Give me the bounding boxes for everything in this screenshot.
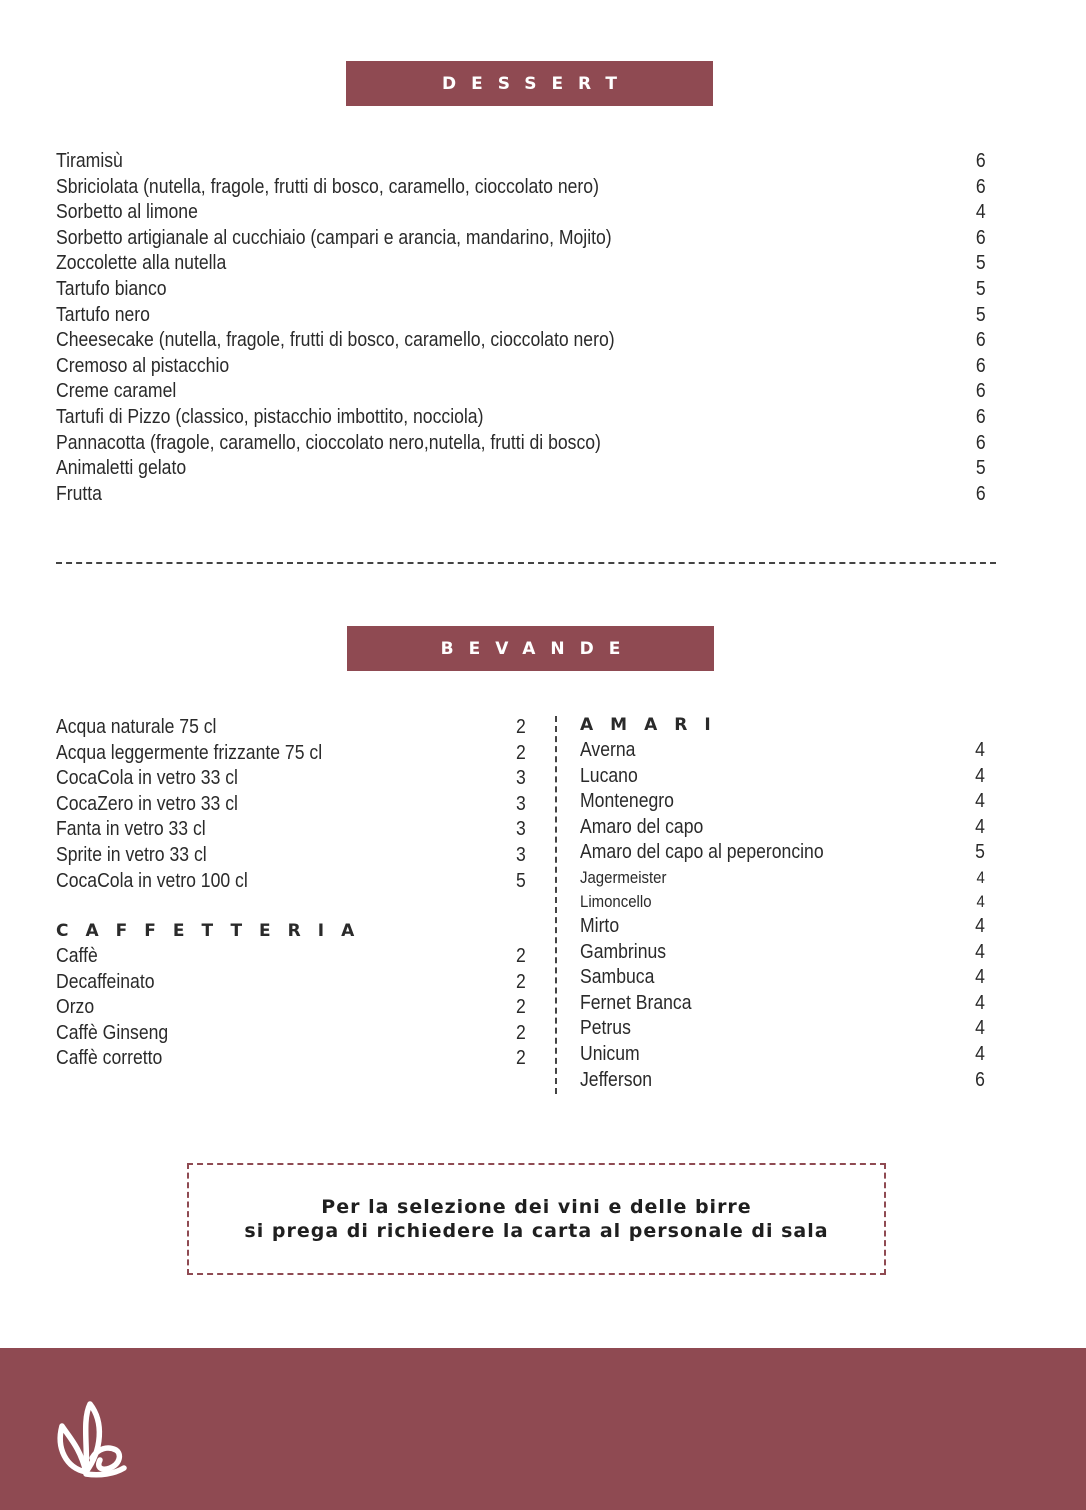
menu-item — [56, 251, 986, 277]
menu-item-name: Sorbetto al limone — [56, 201, 198, 224]
column-divider — [555, 716, 557, 1094]
menu-item — [56, 482, 986, 508]
menu-item-name: CocaCola in vetro 33 cl — [56, 767, 238, 790]
caffetteria-heading: CAFFETTERIA — [56, 921, 372, 941]
menu-item-price: 2 — [516, 945, 526, 967]
menu-item — [56, 715, 526, 741]
menu-item — [580, 940, 985, 966]
dessert-list — [56, 149, 986, 507]
menu-item — [580, 1016, 985, 1042]
menu-item — [580, 789, 985, 815]
menu-item-name: Sprite in vetro 33 cl — [56, 843, 207, 866]
menu-item-name: Acqua leggermente frizzante 75 cl — [56, 741, 323, 764]
dessert-banner: DESSERT — [346, 61, 713, 106]
caffetteria-list — [56, 944, 526, 1072]
menu-item — [56, 431, 986, 457]
menu-item-price: 4 — [975, 790, 985, 813]
menu-item-price: 6 — [975, 329, 986, 352]
menu-item-price: 5 — [975, 457, 986, 480]
menu-item-name: Tartufo bianco — [56, 277, 167, 300]
menu-item-price: 3 — [516, 767, 526, 790]
menu-item-price: 4 — [975, 1017, 985, 1040]
notice-line-2: si prega di richiedere la carta al personale di sala — [244, 1220, 829, 1242]
menu-item — [56, 149, 986, 175]
menu-item-name: Amaro del capo al peperoncino — [580, 841, 824, 864]
menu-item-price: 4 — [975, 966, 985, 989]
menu-item-name: Creme caramel — [56, 380, 177, 403]
menu-item — [56, 1021, 526, 1047]
menu-item — [56, 869, 526, 895]
menu-item — [580, 764, 985, 790]
bevande-banner: BEVANDE — [347, 626, 714, 671]
menu-item-name: Acqua naturale 75 cl — [56, 716, 217, 738]
menu-item-name: Amaro del capo — [580, 815, 704, 838]
notice-line-1: Per la selezione dei vini e delle birre — [321, 1196, 752, 1218]
amari-heading: AMARI — [580, 715, 728, 735]
menu-item-price: 2 — [516, 741, 526, 764]
menu-item-name: Lucano — [580, 764, 638, 787]
footer-band — [0, 1348, 1086, 1510]
menu-item — [56, 817, 526, 843]
menu-item — [580, 815, 985, 841]
menu-item-price: 5 — [975, 277, 986, 300]
menu-item-name: Tartufi di Pizzo (classico, pistacchio imbottito, nocciola) — [56, 405, 484, 428]
menu-item-name: Fanta in vetro 33 cl — [56, 818, 206, 841]
menu-item — [56, 792, 526, 818]
menu-item-name: Cremoso al pistacchio — [56, 354, 230, 377]
menu-item-price: 4 — [975, 940, 985, 963]
menu-item — [56, 328, 986, 354]
bevande-list — [56, 715, 526, 894]
menu-item — [580, 1068, 985, 1094]
menu-item-name: Sorbetto artigianale al cucchiaio (campari e arancia, mandarino, Mojito) — [56, 226, 612, 249]
menu-item-price: 4 — [975, 739, 985, 761]
menu-item — [580, 738, 985, 764]
menu-item-price: 6 — [975, 1068, 985, 1091]
menu-item-price: 2 — [516, 996, 526, 1019]
menu-item — [56, 226, 986, 252]
menu-item-name: Limoncello — [580, 891, 652, 911]
menu-item — [580, 1042, 985, 1068]
menu-item-price: 6 — [975, 405, 986, 428]
menu-item-name: Jagermeister — [580, 867, 667, 887]
menu-item — [56, 741, 526, 767]
menu-item-price: 4 — [975, 1042, 985, 1065]
menu-item-name: Decaffeinato — [56, 970, 155, 993]
menu-item — [580, 890, 985, 914]
menu-item-price: 4 — [975, 914, 985, 937]
menu-item — [56, 970, 526, 996]
menu-item-name: Averna — [580, 739, 636, 761]
menu-item-price: 2 — [516, 970, 526, 993]
menu-item-name: Montenegro — [580, 790, 674, 813]
menu-item-name: Pannacotta (fragole, caramello, cioccolato nero,nutella, frutti di bosco) — [56, 431, 601, 454]
menu-item-price: 4 — [975, 201, 986, 224]
menu-item-price: 4 — [975, 991, 985, 1014]
menu-item-price: 4 — [975, 815, 985, 838]
menu-item-name: Tiramisù — [56, 150, 123, 172]
menu-item-name: Cheesecake (nutella, fragole, frutti di bosco, caramello, cioccolato nero) — [56, 329, 615, 352]
menu-item — [56, 379, 986, 405]
menu-item-name: CocaCola in vetro 100 cl — [56, 869, 248, 892]
menu-item — [56, 456, 986, 482]
menu-item-price: 4 — [976, 867, 985, 887]
menu-item-name: Mirto — [580, 914, 620, 937]
menu-item-name: Animaletti gelato — [56, 457, 187, 480]
menu-item-name: Caffè — [56, 945, 98, 967]
menu-item — [56, 277, 986, 303]
leaf-logo-icon — [52, 1398, 128, 1478]
menu-item-price: 5 — [975, 252, 986, 275]
menu-item-name: Caffè corretto — [56, 1047, 163, 1070]
menu-item-price: 6 — [975, 431, 986, 454]
menu-item-name: Caffè Ginseng — [56, 1021, 169, 1044]
menu-item — [56, 944, 526, 970]
menu-item-price: 5 — [975, 303, 986, 326]
menu-item — [580, 866, 985, 890]
menu-item — [56, 405, 986, 431]
menu-item-price: 2 — [516, 1021, 526, 1044]
menu-item — [580, 965, 985, 991]
menu-item-price: 5 — [975, 841, 985, 864]
menu-item — [56, 200, 986, 226]
menu-item-price: 4 — [976, 891, 985, 911]
menu-item-price: 6 — [975, 354, 986, 377]
menu-item — [56, 766, 526, 792]
menu-item-price: 4 — [975, 764, 985, 787]
menu-item — [56, 995, 526, 1021]
menu-item-price: 6 — [975, 482, 986, 505]
menu-item-price: 6 — [975, 226, 986, 249]
menu-item-name: Gambrinus — [580, 940, 667, 963]
menu-item-price: 6 — [975, 175, 986, 198]
menu-item-price: 3 — [516, 792, 526, 815]
menu-item-name: Zoccolette alla nutella — [56, 252, 227, 275]
menu-item-price: 2 — [516, 1047, 526, 1070]
menu-item-name: Jefferson — [580, 1068, 653, 1091]
menu-item-price: 6 — [975, 380, 986, 403]
menu-item-price: 3 — [516, 818, 526, 841]
menu-item-name: Petrus — [580, 1017, 631, 1040]
menu-item-name: Tartufo nero — [56, 303, 150, 326]
menu-item-name: Frutta — [56, 482, 102, 505]
menu-item — [580, 914, 985, 940]
menu-item-price: 6 — [975, 150, 986, 172]
menu-item-name: CocaZero in vetro 33 cl — [56, 792, 238, 815]
menu-item-price: 3 — [516, 843, 526, 866]
menu-item — [56, 843, 526, 869]
menu-item-name: Orzo — [56, 996, 95, 1019]
menu-item — [580, 840, 985, 866]
menu-item-name: Fernet Branca — [580, 991, 692, 1014]
menu-item — [56, 303, 986, 329]
menu-item-name: Sbriciolata (nutella, fragole, frutti di bosco, caramello, cioccolato nero) — [56, 175, 599, 198]
menu-item-price: 5 — [516, 869, 526, 892]
amari-list — [580, 738, 985, 1093]
wine-beer-notice — [187, 1163, 886, 1275]
menu-item-name: Sambuca — [580, 966, 655, 989]
menu-item — [56, 354, 986, 380]
menu-item-price: 2 — [516, 716, 526, 738]
menu-item — [56, 1046, 526, 1072]
menu-item — [580, 991, 985, 1017]
menu-item-name: Unicum — [580, 1042, 640, 1065]
section-divider — [56, 562, 996, 564]
menu-item — [56, 175, 986, 201]
